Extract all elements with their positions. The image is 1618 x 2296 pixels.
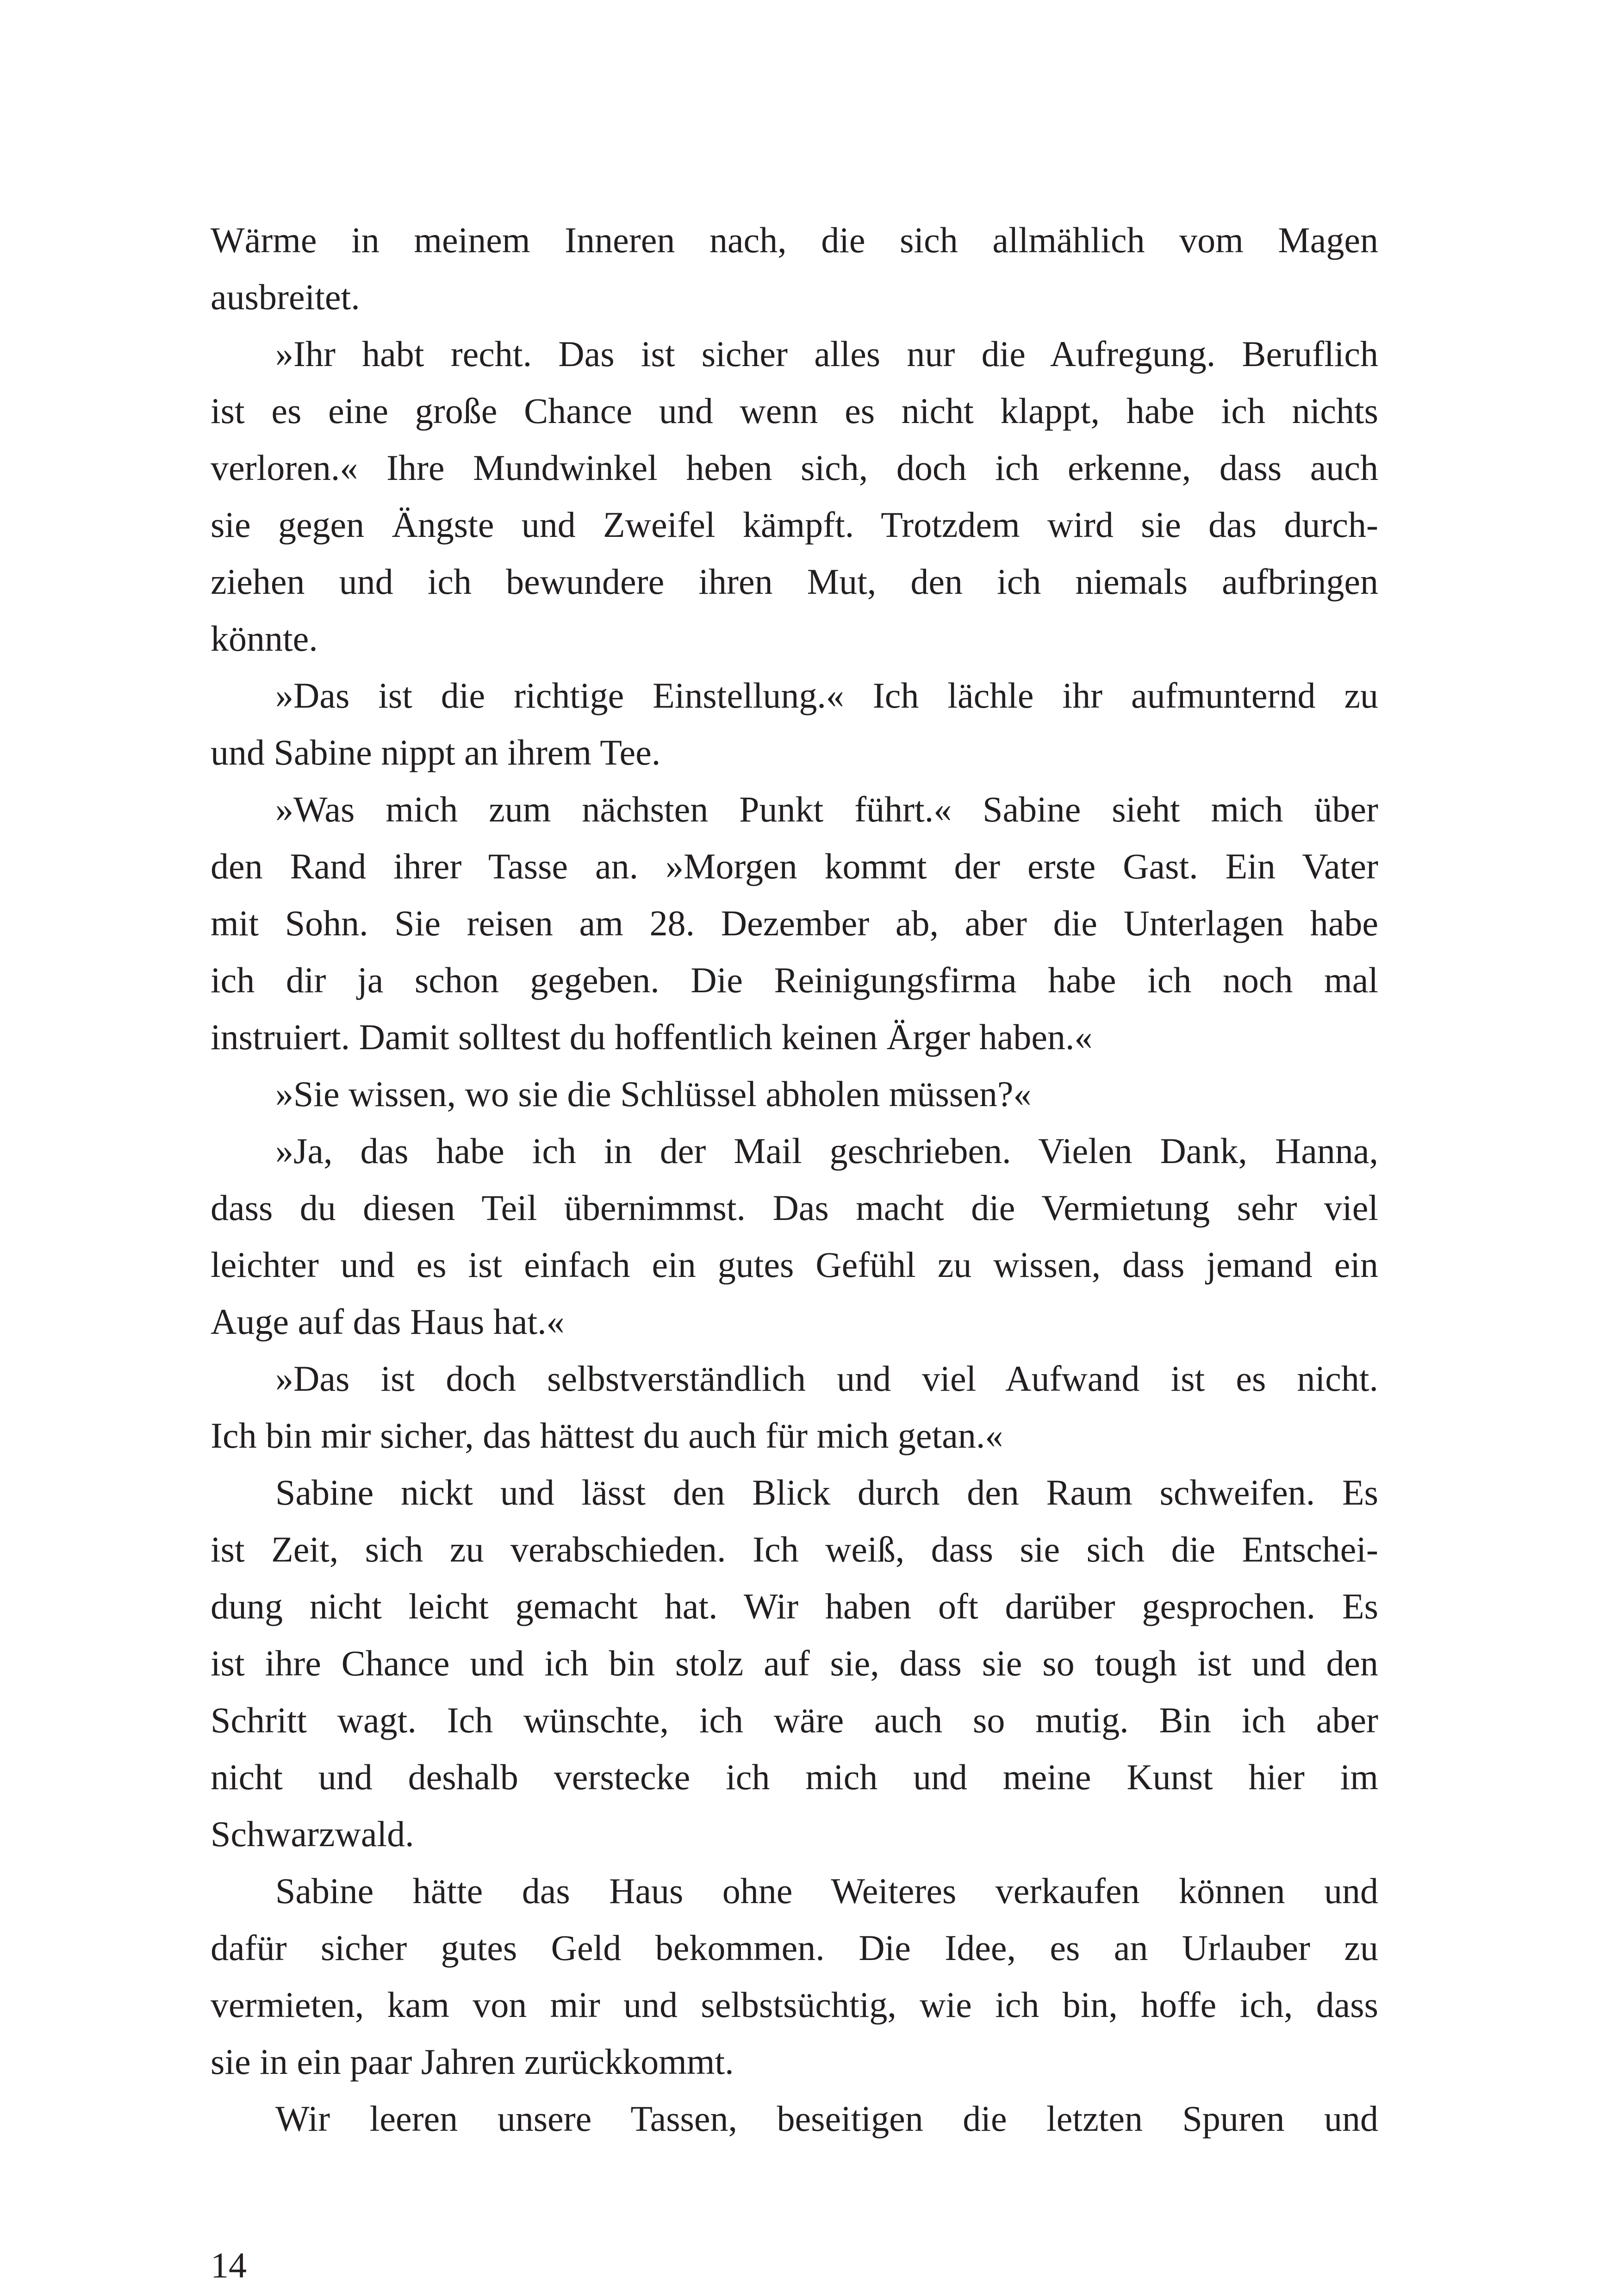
text-line: ist es eine große Chance und wenn es nicht klappt, habe ich nichts [211, 391, 1378, 431]
text-line: dung nicht leicht gemacht hat. Wir haben oft darüber gesprochen. Es [211, 1586, 1378, 1626]
text-line: Wärme in meinem Inneren nach, die sich allmählich vom Magen [211, 220, 1378, 260]
text-line: »Ja, das habe ich in der Mail geschrieben. Vielen Dank, Hanna, [275, 1131, 1378, 1171]
page-number: 14 [211, 2245, 247, 2285]
text-line: und Sabine nippt an ihrem Tee. [211, 732, 661, 772]
text-line: ich dir ja schon gegeben. Die Reinigungsfirma habe ich noch mal [211, 960, 1378, 1000]
text-line: den Rand ihrer Tasse an. »Morgen kommt der erste Gast. Ein Vater [211, 846, 1378, 886]
text-line: ziehen und ich bewundere ihren Mut, den ich niemals aufbringen [211, 561, 1378, 602]
text-line: dass du diesen Teil übernimmst. Das macht die Vermietung sehr viel [211, 1188, 1378, 1228]
text-line: könnte. [211, 618, 318, 659]
text-line: sie gegen Ängste und Zweifel kämpft. Trotzdem wird sie das durch- [211, 504, 1378, 545]
text-line: »Sie wissen, wo sie die Schlüssel abholen müssen?« [275, 1074, 1032, 1114]
text-line: »Das ist doch selbstverständlich und viel Aufwand ist es nicht. [275, 1358, 1378, 1399]
text-line: »Ihr habt recht. Das ist sicher alles nur die Aufregung. Beruflich [275, 334, 1378, 374]
text-line: nicht und deshalb verstecke ich mich und meine Kunst hier im [211, 1757, 1378, 1797]
text-line: Wir leeren unsere Tassen, beseitigen die letzten Spuren und [275, 2098, 1378, 2139]
text-line: sie in ein paar Jahren zurückkommt. [211, 2041, 734, 2082]
text-line: ausbreitet. [211, 277, 360, 317]
text-line: Sabine hätte das Haus ohne Weiteres verkaufen können und [275, 1871, 1378, 1911]
text-line: ist ihre Chance und ich bin stolz auf sie, dass sie so tough ist und den [211, 1643, 1378, 1683]
text-line: Sabine nickt und lässt den Blick durch den Raum schweifen. Es [275, 1472, 1378, 1512]
text-line: Schwarzwald. [211, 1814, 414, 1854]
text-line: »Das ist die richtige Einstellung.« Ich lächle ihr aufmunternd zu [275, 675, 1378, 716]
text-line: Ich bin mir sicher, das hättest du auch für mich getan.« [211, 1415, 1003, 1456]
text-line: vermieten, kam von mir und selbstsüchtig, wie ich bin, hoffe ich, dass [211, 1985, 1378, 2025]
text-line: ist Zeit, sich zu verabschieden. Ich weiß, dass sie sich die Entschei- [211, 1529, 1378, 1569]
text-line: Schritt wagt. Ich wünschte, ich wäre auch so mutig. Bin ich aber [211, 1700, 1378, 1740]
text-line: mit Sohn. Sie reisen am 28. Dezember ab, aber die Unterlagen habe [211, 903, 1378, 943]
text-line: leichter und es ist einfach ein gutes Gefühl zu wissen, dass jemand ein [211, 1244, 1378, 1285]
text-line: Auge auf das Haus hat.« [211, 1301, 565, 1342]
text-line: »Was mich zum nächsten Punkt führt.« Sabine sieht mich über [275, 789, 1378, 829]
text-line: instruiert. Damit solltest du hoffentlich keinen Ärger haben.« [211, 1017, 1093, 1057]
body-text [211, 212, 1378, 2147]
text-line: verloren.« Ihre Mundwinkel heben sich, doch ich erkenne, dass auch [211, 448, 1378, 488]
text-line: dafür sicher gutes Geld bekommen. Die Idee, es an Urlauber zu [211, 1928, 1378, 1968]
